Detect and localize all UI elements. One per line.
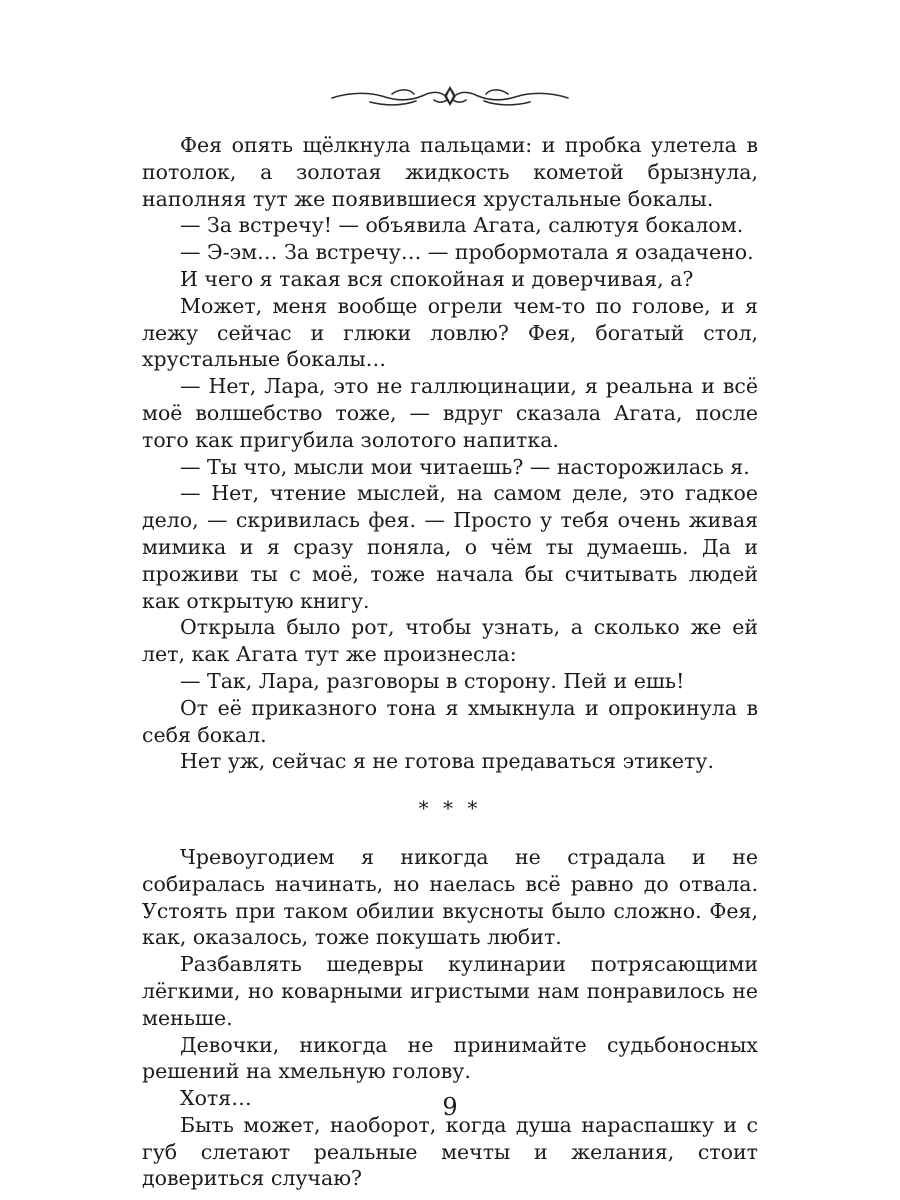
paragraph: — Ты что, мысли мои читаешь? — насторожилась я. — [180, 454, 750, 479]
paragraph: Может, меня вообще огрели чем-то по голове, и я лежу сейчас и глюки ловлю? Фея, богатый стол, хрустальные бокалы… — [142, 293, 758, 372]
paragraph: От её приказного тона я хмыкнула и опрокинула в себя бокал. — [142, 695, 758, 747]
paragraph: — За встречу! — объявила Агата, салютуя бокалом. — [180, 213, 744, 238]
paragraph: Хотя… — [180, 1086, 252, 1111]
paragraph: Фея опять щёлкнула пальцами: и пробка улетела в потолок, а золотая жидкость кометой брызнула, наполняя тут же появившиеся хрустальные бокалы. — [142, 133, 758, 211]
body-text — [142, 132, 758, 1192]
paragraph: Открыла было рот, чтобы узнать, а сколько же ей лет, как Агата тут же произнесла: — [142, 615, 758, 667]
section-separator: * * * — [418, 796, 482, 821]
book-page — [142, 0, 758, 1200]
paragraph: — Нет, Лара, это не галлюцинации, я реальна и всё моё волшебство тоже, — вдруг сказала Агата, после того как пригубила золотого напитка. — [142, 374, 758, 452]
paragraph: Нет уж, сейчас я не готова предаваться этикету. — [180, 749, 714, 774]
paragraph: — Нет, чтение мыслей, на самом деле, это гадкое дело, — скривилась фея. — Просто у тебя очень живая мимика и я сразу поняла, о чём ты думаешь. Да и проживи ты с моё, тоже начала бы считывать людей как открытую книгу. — [142, 481, 758, 613]
decorative-flourish-icon — [330, 82, 570, 112]
paragraph: Девочки, никогда не принимайте судьбоносных решений на хмельную голову. — [142, 1032, 758, 1084]
paragraph: Быть может, наоборот, когда душа нараспашку и с губ слетают реальные мечты и желания, стоит довериться случаю? — [142, 1112, 758, 1191]
paragraph: Разбавлять шедевры кулинарии потрясающими лёгкими, но коварными игристыми нам понравилось не меньше. — [142, 952, 758, 1030]
paragraph: — Э-эм… За встречу… — пробормотала я озадачено. — [180, 240, 754, 265]
page-number: 9 — [442, 1093, 458, 1121]
paragraph: И чего я такая вся спокойная и доверчивая, а? — [180, 266, 694, 291]
paragraph: Чревоугодием я никогда не страдала и не собиралась начинать, но наелась всё равно до отвала. Устоять при таком обилии вкусноты было сложно. Фея, как, оказалось, тоже покушать любит. — [142, 844, 758, 950]
paragraph: — Так, Лара, разговоры в сторону. Пей и ешь! — [180, 668, 685, 693]
